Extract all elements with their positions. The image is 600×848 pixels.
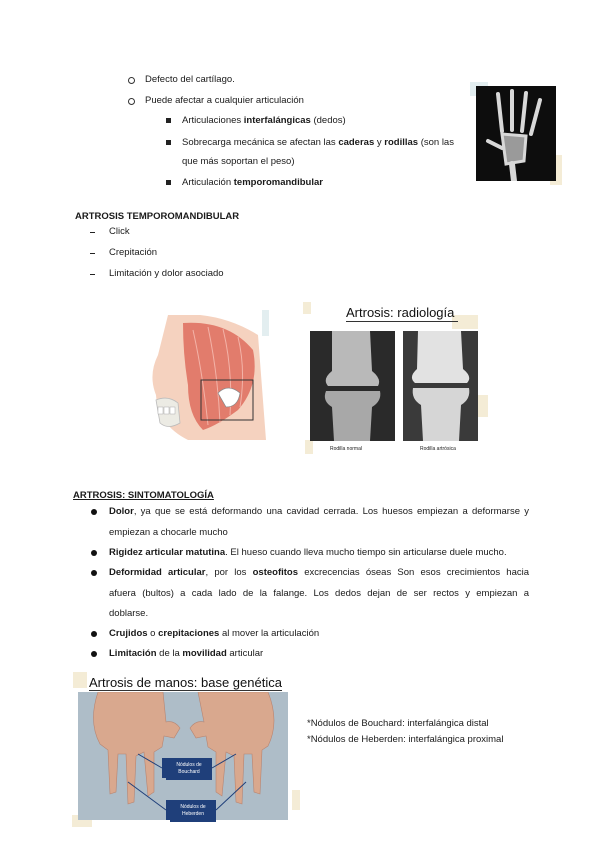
radiology-title: Artrosis: radiología (346, 305, 455, 320)
hollow-bullet (128, 98, 135, 105)
disc-bullet (91, 651, 97, 657)
note-bouchard: *Nódulos de Bouchard: interfalángica distal (307, 718, 489, 729)
disc-bullet (91, 631, 97, 637)
symptom-deformidad: Deformidad articular, por los osteofitos excrecencias óseas Son esos crecimientos hacia (109, 567, 529, 578)
dash-bullet (90, 274, 95, 275)
decor-shape (478, 395, 488, 417)
decor-shape (73, 672, 87, 688)
bouchard-label: Nódulos de Bouchard (166, 760, 212, 780)
disc-bullet (91, 570, 97, 576)
list-item-sobrecarga: Sobrecarga mecánica se afectan las caderas y rodillas (son las (182, 137, 454, 148)
knee-xray-normal (310, 331, 395, 441)
square-bullet (166, 180, 171, 185)
symptom-crujidos: Crujidos o crepitaciones al mover la articulación (109, 628, 320, 639)
heberden-label: Nódulos de Heberden (170, 802, 216, 822)
list-item-interfalangicas: Articulaciones interfalángicas (dedos) (182, 115, 346, 126)
decor-shape (305, 440, 313, 454)
section-heading-sintomatologia: ARTROSIS: SINTOMATOLOGÍA (73, 490, 214, 501)
atm-item-click: Click (109, 226, 130, 237)
square-bullet (166, 118, 171, 123)
symptom-limitacion: Limitación de la movilidad articular (109, 648, 264, 659)
symptom-dolor-cont: empiezan a chocarle mucho (109, 527, 228, 538)
section-heading-atm: ARTROSIS TEMPOROMANDIBULAR (75, 211, 240, 222)
title-underline (346, 321, 458, 322)
symptom-deformidad-cont2: doblarse. (109, 608, 149, 619)
dash-bullet (90, 232, 95, 233)
title-underline (89, 690, 282, 691)
knee-xray-arthritic (403, 331, 478, 441)
radiology-label-normal: Rodilla normal (330, 446, 362, 452)
radiology-label-arthritic: Rodilla artrósica (420, 446, 456, 452)
symptom-dolor: Dolor, ya que se está deformando una cavidad cerrada. Los huesos empiezan a deformarse y (109, 506, 529, 517)
disc-bullet (91, 509, 97, 515)
arthritic-hands-photo (78, 692, 288, 820)
atm-item-crepitacion: Crepitación (109, 247, 158, 258)
atm-item-limitacion: Limitación y dolor asociado (109, 268, 224, 279)
symptom-deformidad-cont: afuera (bultos) a cada lado de la falange. Los dedos dejan de ser rectos y empiezan a (109, 588, 529, 599)
list-item-temporomandibular: Articulación temporomandibular (182, 177, 323, 188)
hollow-bullet (128, 77, 135, 84)
disc-bullet (91, 550, 97, 556)
hands-title: Artrosis de manos: base genética (89, 675, 282, 690)
symptom-rigidez: Rigidez articular matutina. El hueso cuando lleva mucho tiempo sin articularse duele mucho. (109, 547, 507, 558)
list-item-cualquier: Puede afectar a cualquier articulación (145, 95, 304, 106)
dash-bullet (90, 253, 95, 254)
decor-shape (452, 315, 478, 329)
jaw-muscle-illustration (148, 315, 268, 440)
list-item-defecto: Defecto del cartílago. (145, 74, 235, 85)
hand-xray-image (476, 86, 556, 181)
decor-shape (292, 790, 300, 810)
decor-shape (303, 302, 311, 314)
note-heberden: *Nódulos de Heberden: interfalángica proximal (307, 734, 504, 745)
square-bullet (166, 140, 171, 145)
list-item-sobrecarga-cont: que más soportan el peso) (182, 156, 295, 167)
